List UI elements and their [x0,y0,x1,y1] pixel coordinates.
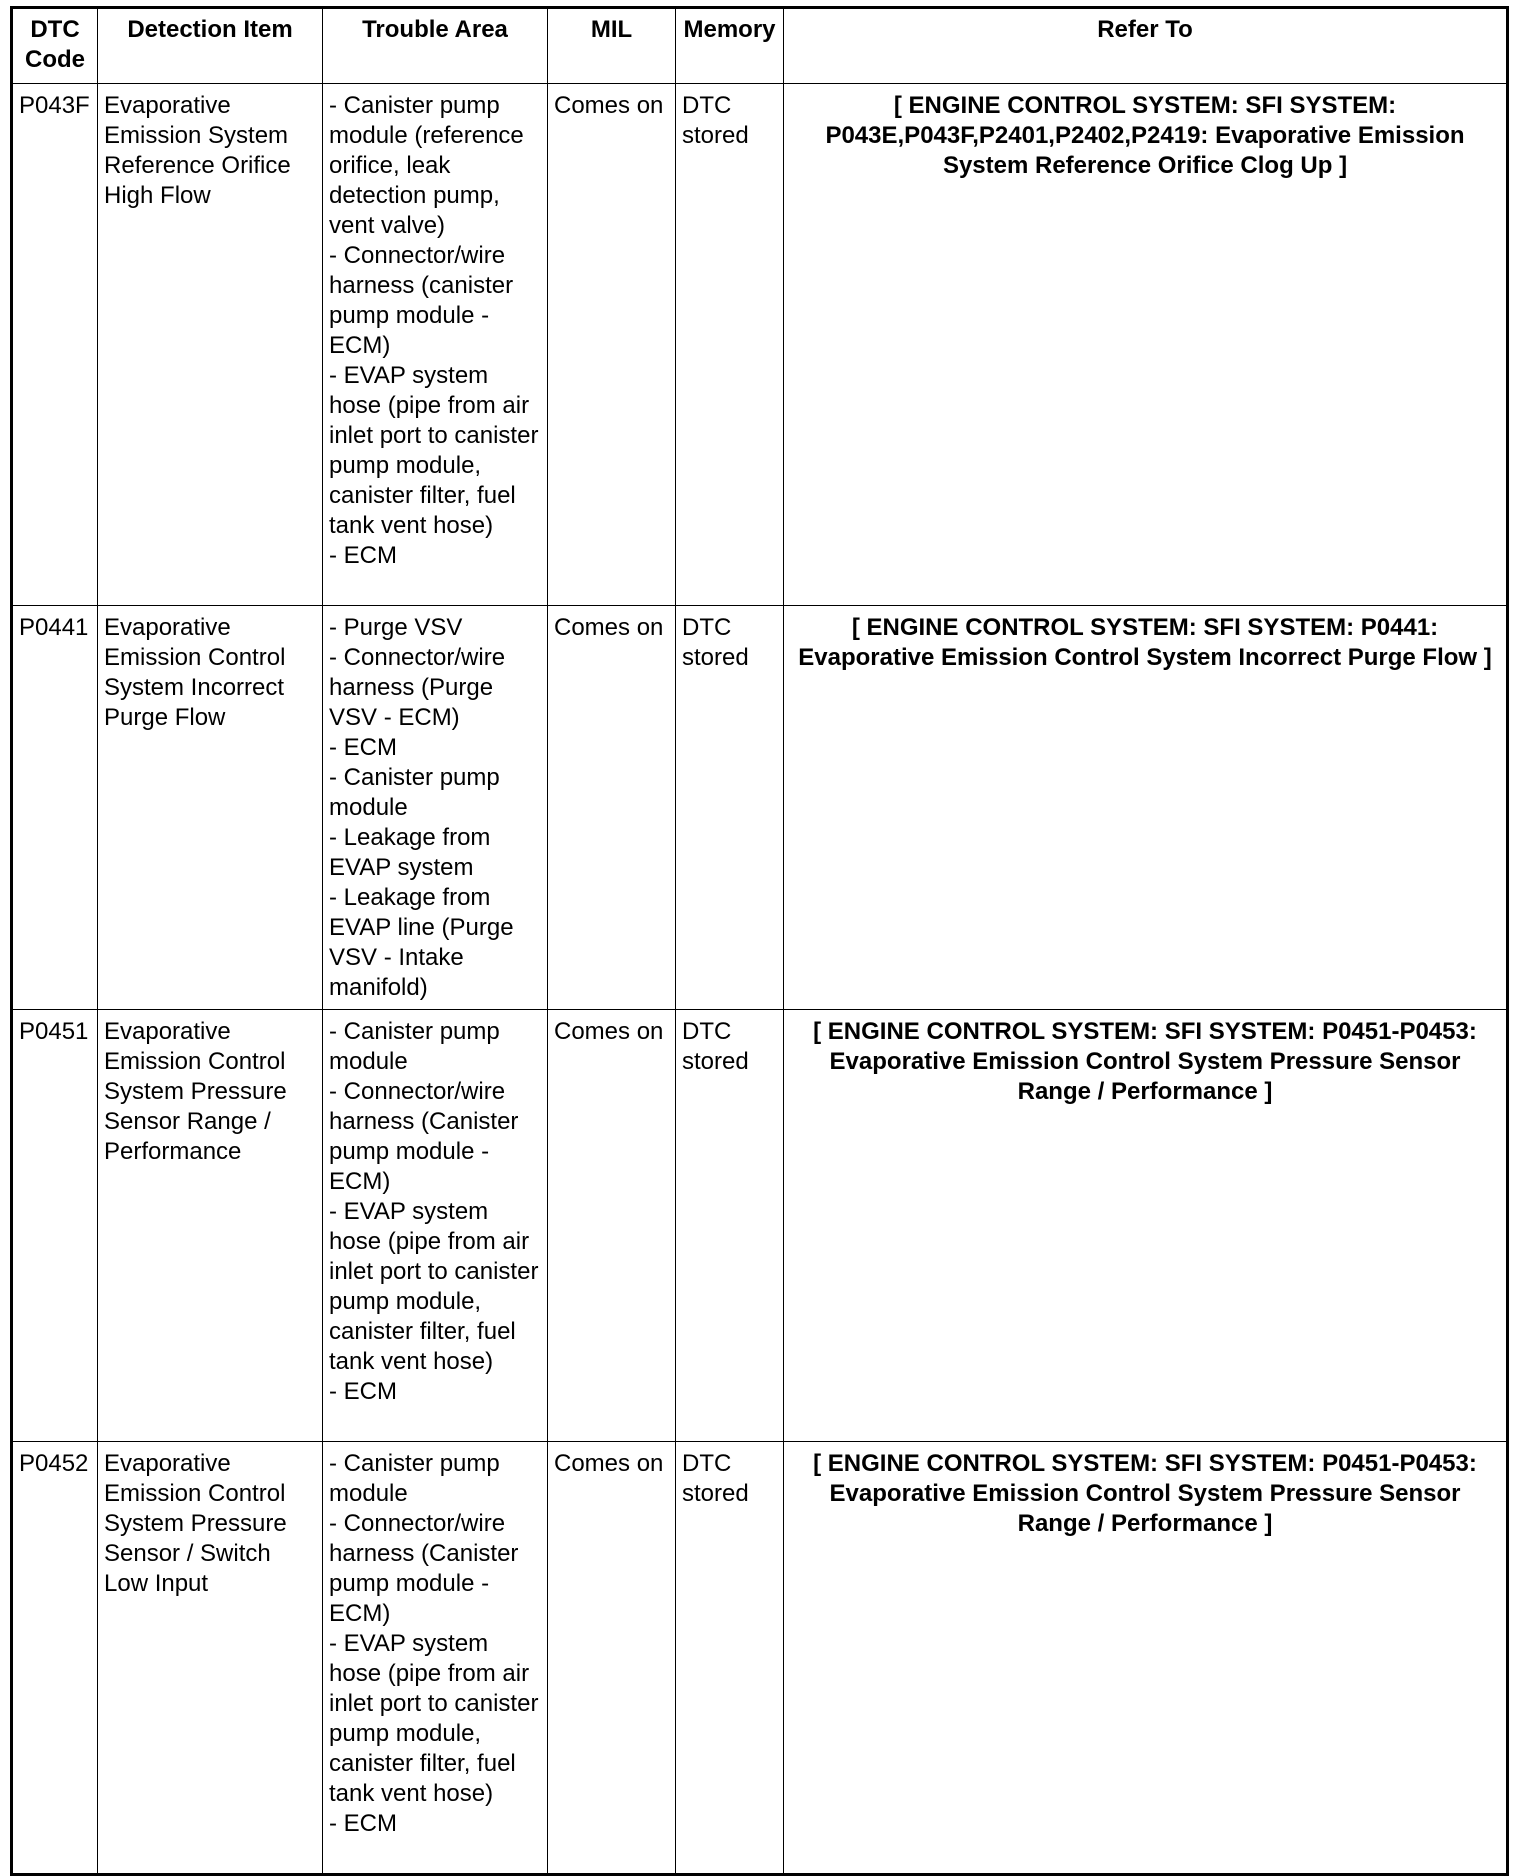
cell-dtc-code: P043F [12,84,98,606]
cell-detection-item: Evaporative Emission Control System Incorrect Purge Flow [98,606,323,1010]
table-header-row [12,8,1508,84]
cell-mil: Comes on [548,84,676,606]
header-mil: MIL [548,8,676,84]
header-trouble-area: Trouble Area [323,8,548,84]
header-detection-item: Detection Item [98,8,323,84]
cell-memory: DTC stored [676,1010,784,1442]
cell-memory: DTC stored [676,1442,784,1875]
cell-trouble-area: - Canister pump module - Connector/wire harness (Canister pump module - ECM) - EVAP system hose (pipe from air inlet port to canister pump module, canister filter, fuel tank vent hose) - ECM [323,1010,548,1442]
cell-memory: DTC stored [676,606,784,1010]
cell-refer-to-link[interactable]: [ ENGINE CONTROL SYSTEM: SFI SYSTEM: P0451-P0453: Evaporative Emission Control System Pressure Sensor Range / Performance ] [784,1442,1508,1875]
cell-detection-item: Evaporative Emission Control System Pressure Sensor Range / Performance [98,1010,323,1442]
header-refer-to: Refer To [784,8,1508,84]
header-memory: Memory [676,8,784,84]
cell-trouble-area: - Canister pump module (reference orifice, leak detection pump, vent valve) - Connector/wire harness (canister pump module - ECM) - EVAP system hose (pipe from air inlet port to canister pump module, canister filter, fuel tank vent hose) - ECM [323,84,548,606]
cell-detection-item: Evaporative Emission Control System Pressure Sensor / Switch Low Input [98,1442,323,1875]
cell-detection-item: Evaporative Emission System Reference Orifice High Flow [98,84,323,606]
table-row [12,1010,1508,1442]
cell-mil: Comes on [548,606,676,1010]
cell-trouble-area: - Canister pump module - Connector/wire harness (Canister pump module - ECM) - EVAP system hose (pipe from air inlet port to canister pump module, canister filter, fuel tank vent hose) - ECM [323,1442,548,1875]
header-dtc-code: DTC Code [12,8,98,84]
cell-memory: DTC stored [676,84,784,606]
table-row [12,1442,1508,1875]
cell-refer-to-link[interactable]: [ ENGINE CONTROL SYSTEM: SFI SYSTEM: P0451-P0453: Evaporative Emission Control System Pressure Sensor Range / Performance ] [784,1010,1508,1442]
cell-dtc-code: P0441 [12,606,98,1010]
table-row [12,606,1508,1010]
cell-mil: Comes on [548,1010,676,1442]
cell-dtc-code: P0451 [12,1010,98,1442]
cell-dtc-code: P0452 [12,1442,98,1875]
cell-trouble-area: - Purge VSV - Connector/wire harness (Purge VSV - ECM) - ECM - Canister pump module - Leakage from EVAP system - Leakage from EVAP line (Purge VSV - Intake manifold) [323,606,548,1010]
dtc-table [10,6,1509,1876]
cell-refer-to-link[interactable]: [ ENGINE CONTROL SYSTEM: SFI SYSTEM: P043E,P043F,P2401,P2402,P2419: Evaporative Emission System Reference Orifice Clog Up ] [784,84,1508,606]
table-row [12,84,1508,606]
cell-refer-to-link[interactable]: [ ENGINE CONTROL SYSTEM: SFI SYSTEM: P0441: Evaporative Emission Control System Incorrect Purge Flow ] [784,606,1508,1010]
cell-mil: Comes on [548,1442,676,1875]
